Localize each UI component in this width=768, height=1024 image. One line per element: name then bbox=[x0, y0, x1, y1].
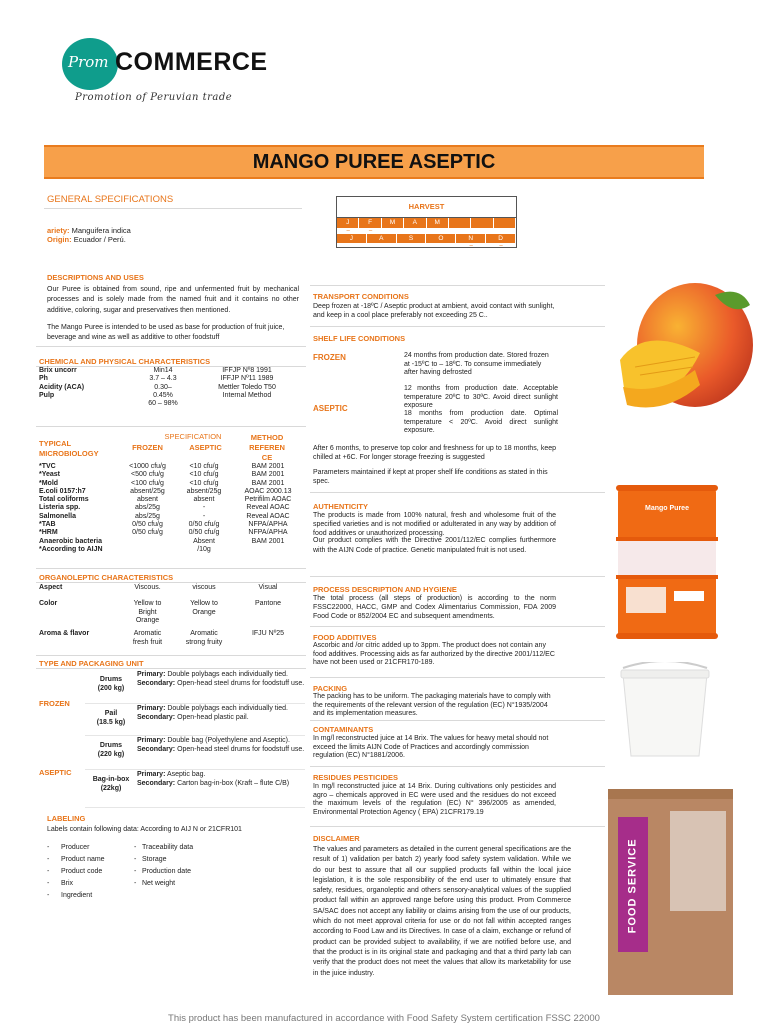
micro-frozen: <1000 cfu/g bbox=[129, 463, 166, 470]
packaging-secondary bbox=[137, 680, 305, 689]
organoleptic-row bbox=[39, 599, 304, 629]
primary-text: Aseptic bag. bbox=[166, 771, 206, 778]
organoleptic-aseptic: viscous bbox=[192, 584, 216, 591]
micro-method: BAM 2001 bbox=[251, 537, 285, 545]
chemical-name: Pulp bbox=[39, 391, 55, 399]
descriptions-p2: The Mango Puree is intended to be used as base for production of fruit juice, beverage and wine as well as additive to other foodstuff bbox=[47, 324, 285, 342]
residues-text: In mg/l reconstructed juice at 14 Brix. During cultivations only pesticides and agro – chemicals approved in EC were used and the residues do not exceed the maximum levels of the regulation (EC) N° 396/2005 as amended, Environmental Protection Agency ( EPA) 21CFR179.19 bbox=[313, 783, 556, 816]
micro-frozen: <500 cfu/g bbox=[131, 471, 164, 479]
tagline: Promotion of Peruvian trade bbox=[75, 92, 233, 103]
bullet: - bbox=[47, 892, 50, 899]
labeling-item bbox=[134, 856, 193, 868]
labeling-item bbox=[134, 868, 193, 880]
packaging-unit-name: Drums bbox=[99, 742, 123, 749]
labeling-item bbox=[134, 844, 193, 856]
labeling-item bbox=[47, 844, 105, 856]
micro-name: *Mold bbox=[39, 479, 59, 487]
secondary-label: Secondary: bbox=[137, 779, 176, 787]
drum-label: Mango Puree bbox=[645, 505, 689, 512]
chemical-name: Ph bbox=[39, 375, 48, 383]
chemical-method: Internal Method bbox=[222, 391, 272, 399]
authenticity-p1: The products is made from 100% natural, fresh and wholesome fruit of the specified varieties and is not modified or adulterated in any way by addition of food additives or unauthorized processing. bbox=[313, 512, 556, 537]
harvest-month bbox=[471, 218, 493, 228]
process-heading: PROCESS DESCRIPTION AND HYGIENE bbox=[313, 585, 457, 594]
organoleptic-method: Pantone bbox=[254, 600, 282, 607]
chemical-row bbox=[39, 400, 304, 408]
micro-row bbox=[39, 496, 304, 504]
harvest-mark bbox=[337, 243, 367, 249]
micro-name: *HRM bbox=[39, 529, 58, 537]
harvest-month: A bbox=[404, 218, 426, 228]
labeling-intro: Labels contain following data: According to AIJ N or 21CFR101 bbox=[47, 826, 242, 833]
transport-text: Deep frozen at -18ºC / Aseptic product at ambient, avoid contact with sunlight, and keep in a cool place preferably not exceeding 25 C.. bbox=[313, 303, 555, 319]
packaging-secondary bbox=[137, 780, 305, 789]
micro-method: Reveal AOAC bbox=[246, 504, 290, 512]
micro-aseptic: 0/50 cfu/g bbox=[188, 529, 220, 537]
chemical-method: IFFJP Nº8 1991 bbox=[222, 367, 272, 374]
micro-aseptic: absent bbox=[193, 496, 215, 504]
organoleptic-row bbox=[39, 583, 304, 599]
labeling-item bbox=[47, 868, 105, 880]
box-label: FOOD SERVICE bbox=[626, 838, 639, 934]
micro-row bbox=[39, 463, 304, 471]
micro-aseptic: <10 cfu/g bbox=[189, 479, 219, 487]
micro-method: AOAC 2000.13 bbox=[244, 487, 292, 495]
additives-text: Ascorbic and /or citric added up to 3ppm. The product does not contain any food additives. Processing aids as far authorized by the directive 2001/112/EC have not been used or 21CFR170-189. bbox=[313, 642, 555, 667]
packaging-row bbox=[85, 770, 305, 808]
harvest-title: HARVEST bbox=[337, 197, 516, 218]
micro-row bbox=[39, 480, 304, 488]
packaging-unit-size: (18.5 kg) bbox=[96, 718, 126, 726]
chemical-value: 60 – 98% bbox=[148, 400, 178, 408]
bullet: - bbox=[47, 856, 50, 863]
packaging-desc bbox=[137, 670, 305, 703]
packaging-desc bbox=[137, 736, 305, 769]
frozen-header: FROZEN bbox=[132, 443, 163, 452]
drum-image bbox=[612, 483, 722, 643]
micro-row bbox=[39, 504, 304, 512]
packing-text: The packing has to be uniform. The packaging materials have to comply with the requirements of the relevant version of the regulation (EC) N°1935/2004 and its implementation measures. bbox=[313, 693, 551, 718]
residues-heading: RESIDUES PESTICIDES bbox=[313, 773, 399, 782]
organoleptic-frozen: Viscous. bbox=[134, 584, 161, 591]
micro-aseptic: <10 cfu/g bbox=[189, 471, 219, 479]
micro-row bbox=[39, 521, 304, 529]
aseptic-pack-label: ASEPTIC bbox=[39, 768, 72, 777]
micro-row bbox=[39, 529, 304, 537]
micro-table bbox=[39, 463, 304, 554]
bullet: - bbox=[134, 856, 137, 863]
micro-method: BAM 2001 bbox=[251, 479, 285, 487]
harvest-month: M bbox=[427, 218, 449, 228]
micro-frozen: 0/50 cfu/g bbox=[132, 529, 163, 537]
chemical-name: Brix uncorr bbox=[39, 367, 77, 374]
disclaimer-text: The values and parameters as detailed in the current general specifications are the result of 1) validation per batch 2) yearly food safety system validation. While we do our best to assure that all our supplied products fall within the local juice legislation, it is the sole responsibility of the end user to ultimately ensure that safety, residues, organoleptic and others sensory-analytical values of the supplied product fall within an approved range before using this product. Prom Commerce SA/SAC does not accept any liability or claims arising from the use of our products, which do not meet approval criteria for use or do not fall within accepted ranges according to Food Law and its Directives. In case of a claim, exchange or refund of product can be provided subject to availability, if we are notified before use, and that the product is in its original state and packaging and that a third party lab can verify that the product does not meet the values that allow its marketability for use in the juice industry. bbox=[313, 846, 571, 977]
organoleptic-aseptic: Aromatic strong fruity bbox=[185, 630, 223, 646]
shelf-note-1: After 6 months, to preserve top color and freshness for up to 18 months, keep chilled at +6C. For longer storage freezing is suggested bbox=[313, 445, 556, 461]
micro-aseptic: /10g bbox=[197, 545, 211, 553]
harvest-mark bbox=[426, 243, 456, 249]
shelf-aseptic-text-1: 12 months from production date. Acceptable temperature 20ºC to 30ºC. Avoid direct sunlight exposure bbox=[404, 385, 558, 409]
packaging-unit-size: (200 kg) bbox=[97, 684, 125, 692]
harvest-mark bbox=[367, 243, 397, 249]
micro-frozen: abs/25g bbox=[135, 512, 160, 520]
secondary-text: Carton bag-in-box (Kraft – flute C/B) bbox=[177, 779, 290, 787]
primary-text: Double bag (Polyethylene and Aseptic). bbox=[167, 737, 290, 744]
organoleptic-name: Aspect bbox=[39, 584, 63, 591]
harvest-month: J bbox=[337, 218, 359, 228]
labeling-block bbox=[44, 810, 306, 915]
chemical-value: 0.30– bbox=[154, 383, 172, 391]
logo bbox=[62, 38, 282, 94]
primary-label: Primary: bbox=[137, 737, 166, 744]
labeling-item-text: Brix bbox=[61, 880, 74, 887]
micro-method: Reveal AOAC bbox=[246, 512, 290, 520]
variety: ariety: Manguifera indica bbox=[47, 226, 131, 235]
packaging-unit-name: Pail bbox=[104, 710, 118, 717]
harvest-month: J bbox=[337, 234, 367, 243]
bullet: - bbox=[47, 844, 50, 851]
micro-name: *According to AIJN bbox=[39, 545, 103, 553]
harvest-mark bbox=[397, 243, 427, 249]
page-title: MANGO PUREE ASEPTIC bbox=[252, 151, 496, 173]
pail-image bbox=[617, 662, 713, 762]
harvest-month: A bbox=[367, 234, 397, 243]
authenticity-p2: Our product complies with the Directive 2001/112/EC complies furthermore with the AIJN Code of practice. Genetic manipulated fruit is not used. bbox=[313, 537, 556, 554]
organoleptic-method: Visual bbox=[258, 584, 278, 591]
primary-text: Double polybags each individually tied. bbox=[167, 671, 288, 678]
harvest-month: O bbox=[426, 234, 456, 243]
shelf-note-2: Parameters maintained if kept at proper shelf life conditions as stated in this spec. bbox=[313, 469, 548, 485]
title-bar bbox=[44, 145, 704, 179]
harvest-month: N bbox=[456, 234, 486, 243]
packaging-unit-size: (220 kg) bbox=[97, 750, 125, 758]
shelf-heading: SHELF LIFE CONDITIONS bbox=[313, 334, 406, 343]
bullet: - bbox=[47, 880, 50, 887]
micro-name: *TAB bbox=[39, 521, 56, 529]
micro-name: *TVC bbox=[39, 463, 56, 470]
labeling-heading: LABELING bbox=[47, 814, 86, 823]
labeling-item-text: Ingredient bbox=[61, 892, 93, 899]
labeling-item bbox=[47, 856, 105, 868]
method-header: METHOD REFEREN CE bbox=[249, 433, 285, 462]
labeling-list-left bbox=[47, 844, 105, 904]
organoleptic-table bbox=[39, 583, 304, 651]
secondary-text: Open-head plastic pail. bbox=[177, 713, 249, 721]
origin: Origin: Ecuador / Perú. bbox=[47, 235, 126, 244]
packaging-desc bbox=[137, 770, 305, 807]
micro-aseptic: Absent bbox=[193, 537, 215, 545]
chemical-name: Acidity (ACA) bbox=[39, 383, 85, 391]
chemical-method bbox=[199, 400, 295, 408]
spec-header: SPECIFICATION bbox=[164, 432, 222, 441]
micro-frozen: <100 cfu/g bbox=[131, 479, 164, 487]
logo-word: COMMERCE bbox=[115, 48, 268, 76]
packaging-row bbox=[85, 704, 305, 736]
packaging-primary bbox=[137, 771, 305, 780]
primary-label: Primary: bbox=[137, 705, 166, 712]
micro-name: Salmonella bbox=[39, 512, 76, 520]
packaging-unit bbox=[85, 736, 137, 769]
micro-aseptic: - bbox=[202, 512, 206, 520]
packaging-unit-heading: TYPE AND PACKAGING UNIT bbox=[39, 659, 144, 668]
labeling-list-right bbox=[134, 844, 193, 892]
secondary-label: Secondary: bbox=[137, 713, 176, 721]
logo-script: Prom bbox=[68, 53, 109, 71]
harvest-row-1 bbox=[337, 218, 516, 228]
labeling-item-text: Traceability data bbox=[142, 844, 194, 851]
box-image bbox=[608, 789, 733, 995]
process-text: The total process (all steps of production) is according to the norm FSSC22000, HACC, GMP and Codex Alimentarius Commission, FDA 2009 Food Code or 852/2004 EC and subsequent amendments. bbox=[313, 595, 556, 620]
labeling-item bbox=[47, 892, 105, 904]
secondary-text: Open-head steel drums for foodstuff use. bbox=[177, 679, 305, 687]
chemical-table bbox=[39, 367, 304, 408]
harvest-table bbox=[336, 196, 517, 248]
packaging-primary bbox=[137, 671, 305, 680]
micro-method: BAM 2001 bbox=[251, 463, 285, 470]
micro-frozen: absent bbox=[136, 496, 159, 504]
harvest-month bbox=[494, 218, 516, 228]
shelf-aseptic-text-2: 18 months from production date. Optimal temperature < 20ºC. Avoid direct sunlight exposure. bbox=[404, 410, 558, 434]
packaging-unit bbox=[85, 770, 137, 807]
organoleptic-row bbox=[39, 629, 304, 651]
micro-aseptic: <10 cfu/g bbox=[189, 463, 219, 470]
chemical-value: 3.7 – 4.3 bbox=[149, 375, 177, 383]
packaging-primary bbox=[137, 705, 305, 714]
packaging-unit bbox=[85, 670, 137, 703]
secondary-label: Secondary: bbox=[137, 745, 176, 753]
shelf-frozen-text: 24 months from production date. Stored frozen at -15ºC to – 18ºC. To consume immediately after having defrosted bbox=[404, 352, 549, 376]
micro-method: NFPA/APHA bbox=[248, 529, 288, 537]
micro-frozen: absent/25g bbox=[130, 487, 165, 495]
micro-aseptic: 0/50 cfu/g bbox=[188, 521, 220, 529]
bullet: - bbox=[134, 880, 137, 887]
general-heading: GENERAL SPECIFICATIONS bbox=[47, 194, 174, 205]
packing-heading: PACKING bbox=[313, 684, 348, 693]
micro-row bbox=[39, 488, 304, 496]
organoleptic-aseptic: Yellow to Orange bbox=[190, 600, 218, 616]
primary-label: Primary: bbox=[137, 671, 166, 678]
harvest-row-2 bbox=[337, 234, 516, 243]
micro-name: *Yeast bbox=[39, 471, 61, 479]
frozen-pack-label: FROZEN bbox=[39, 699, 70, 708]
harvest-month: M bbox=[382, 218, 404, 228]
chemical-method: IFFJP Nº11 1989 bbox=[220, 375, 274, 383]
harvest-marks-2 bbox=[337, 243, 516, 249]
labeling-item-text: Product name bbox=[61, 856, 105, 863]
chemical-heading: CHEMICAL AND PHYSICAL CHARACTERISTICS bbox=[39, 357, 211, 366]
additives-heading: FOOD ADDITIVES bbox=[313, 633, 377, 642]
bullet: - bbox=[134, 844, 137, 851]
packaging-secondary bbox=[137, 714, 305, 723]
packaging-unit bbox=[85, 704, 137, 735]
packaging-unit-name: Bag-in-box bbox=[92, 776, 130, 783]
harvest-mark: – bbox=[346, 228, 350, 234]
packaging-primary bbox=[137, 737, 305, 746]
micro-aseptic: absent/25g bbox=[186, 487, 222, 495]
micro-method: Petrifilm AOAC bbox=[244, 496, 292, 504]
labeling-item-text: Storage bbox=[142, 856, 167, 863]
organoleptic-frozen: Yellow to Bright Orange bbox=[133, 600, 162, 624]
shelf-aseptic-label: ASEPTIC bbox=[313, 404, 348, 413]
bullet: - bbox=[134, 868, 137, 875]
footer-text: This product has been manufactured in accordance with Food Safety System certification FSSC 22000 bbox=[168, 1013, 600, 1024]
harvest-month: D bbox=[486, 234, 516, 243]
packaging-secondary bbox=[137, 746, 305, 755]
labeling-item-text: Net weight bbox=[142, 880, 176, 887]
labeling-item-text: Production date bbox=[142, 868, 192, 875]
harvest-mark: – bbox=[368, 228, 373, 234]
micro-frozen: 0/50 cfu/g bbox=[132, 521, 163, 529]
labeling-item bbox=[134, 880, 193, 892]
chemical-method: Mettler Toledo T50 bbox=[218, 383, 276, 391]
micro-name: Listeria spp. bbox=[39, 504, 81, 512]
micro-aseptic: - bbox=[202, 504, 206, 512]
micro-method: NFPA/APHA bbox=[248, 521, 288, 529]
descriptions-heading: DESCRIPTIONS AND USES bbox=[47, 273, 144, 282]
primary-text: Double polybags each individually tied. bbox=[167, 705, 288, 712]
packaging-unit-name: Drums bbox=[99, 676, 123, 683]
harvest-month: F bbox=[359, 218, 381, 228]
secondary-label: Secondary: bbox=[137, 679, 176, 687]
micro-method: BAM 2001 bbox=[251, 471, 285, 479]
chemical-name bbox=[39, 400, 127, 408]
descriptions-p1: Our Puree is obtained from sound, ripe and unfermented fruit by mechanical processes and is solely made from the named fruit and it contains no other additive, coloring, sugar and preservatives then mentioned. bbox=[47, 286, 299, 314]
contaminants-heading: CONTAMINANTS bbox=[313, 725, 374, 734]
harvest-mark: – bbox=[499, 243, 503, 249]
harvest-month: S bbox=[397, 234, 427, 243]
contaminants-text: In mg/l reconstructed juice at 14 Brix. The values for heavy metal should not exceed the limits AIJN Code of Practices and accordingly commission regulation (EC) N°1881/2006. bbox=[313, 735, 549, 760]
micro-row bbox=[39, 471, 304, 479]
organoleptic-frozen: Aromatic fresh fruit bbox=[132, 630, 163, 646]
harvest-mark: – bbox=[469, 243, 473, 249]
chemical-row bbox=[39, 384, 304, 392]
micro-method bbox=[233, 546, 303, 554]
packaging-row bbox=[85, 736, 305, 770]
organoleptic-heading: ORGANOLEPTIC CHARACTERISTICS bbox=[39, 573, 174, 582]
labeling-item bbox=[47, 880, 105, 892]
micro-heading: TYPICAL MICROBIOLOGY bbox=[39, 439, 99, 458]
primary-label: Primary: bbox=[137, 771, 166, 778]
transport-heading: TRANSPORT CONDITIONS bbox=[313, 292, 409, 301]
micro-name: E.coli 0157:h7 bbox=[39, 487, 86, 495]
shelf-frozen-label: FROZEN bbox=[313, 353, 346, 362]
organoleptic-method: IFJU Nº25 bbox=[251, 630, 285, 637]
micro-name: Total coliforms bbox=[39, 496, 89, 504]
organoleptic-name: Aroma & flavor bbox=[39, 630, 90, 637]
harvest-month bbox=[449, 218, 471, 228]
chemical-row bbox=[39, 367, 304, 375]
micro-name: Anaerobic bacteria bbox=[39, 537, 103, 545]
organoleptic-name: Color bbox=[39, 600, 58, 607]
packaging-unit-table bbox=[85, 670, 305, 808]
authenticity-heading: AUTHENTICITY bbox=[313, 502, 368, 511]
micro-row bbox=[39, 538, 304, 546]
mango-image bbox=[605, 275, 755, 425]
micro-frozen bbox=[120, 538, 175, 546]
bullet: - bbox=[47, 868, 50, 875]
packaging-desc bbox=[137, 704, 305, 735]
disclaimer-heading: DISCLAIMER bbox=[313, 834, 360, 843]
micro-frozen bbox=[120, 546, 175, 554]
micro-frozen: abs/25g bbox=[135, 504, 160, 512]
packaging-row bbox=[85, 670, 305, 704]
chemical-row bbox=[39, 392, 304, 400]
chemical-row bbox=[39, 375, 304, 383]
chemical-value: 0.45% bbox=[153, 391, 173, 399]
packaging-unit-size: (22kg) bbox=[100, 784, 122, 792]
secondary-text: Open-head steel drums for foodstuff use. bbox=[177, 745, 305, 753]
aseptic-header: ASEPTIC bbox=[189, 443, 222, 452]
labeling-item-text: Product code bbox=[61, 868, 103, 875]
micro-row bbox=[39, 546, 304, 554]
labeling-item-text: Producer bbox=[61, 844, 90, 851]
chemical-value: Min14 bbox=[153, 367, 173, 374]
micro-row bbox=[39, 513, 304, 521]
